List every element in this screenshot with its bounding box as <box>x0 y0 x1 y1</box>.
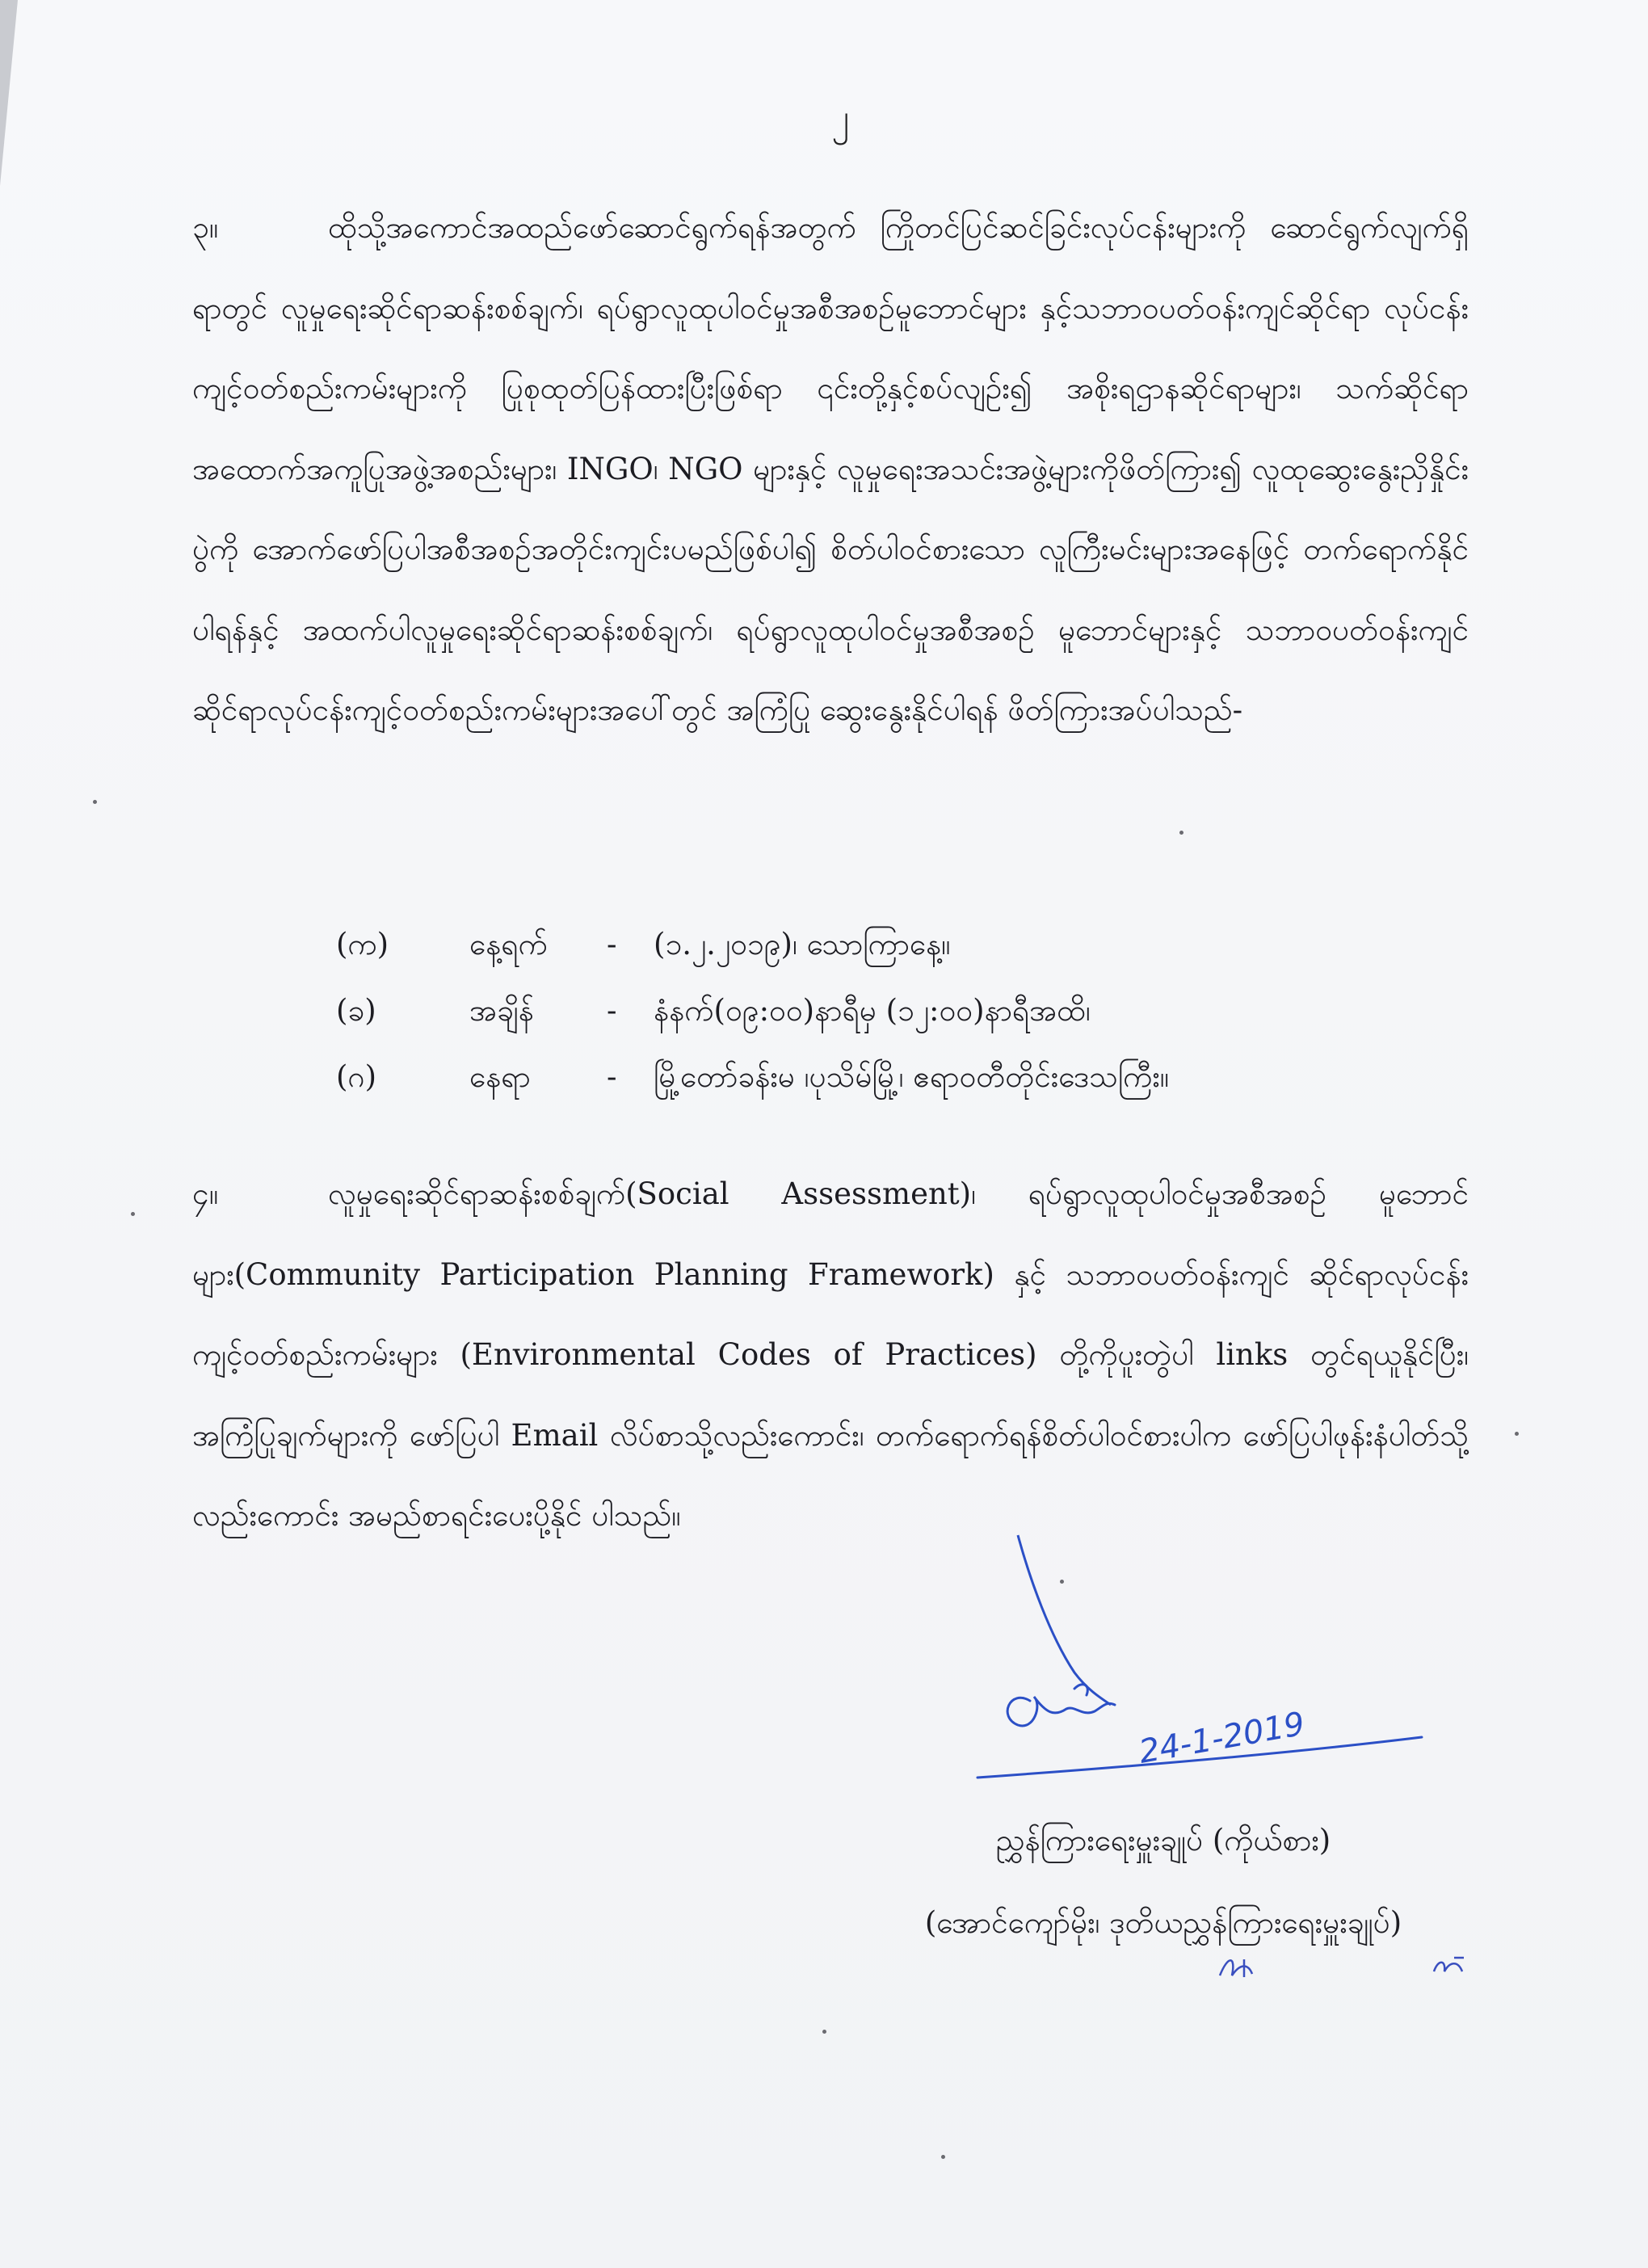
schedule-item-key: နေရာ <box>469 1059 531 1094</box>
schedule-item-dash: - <box>607 927 617 961</box>
schedule-item-date <box>336 911 1467 978</box>
handwritten-date: 24-1-2019 <box>1136 1705 1308 1771</box>
scan-speck <box>131 1212 135 1216</box>
page-number: ၂ <box>831 97 849 138</box>
folded-corner <box>0 0 18 186</box>
paragraph-4 <box>192 1154 1469 1556</box>
schedule-item-key: နေ့ရက် <box>469 927 548 961</box>
paragraph-4-text: လူမှုရေးဆိုင်ရာဆန်းစစ်ချက်(Social Assessment)၊ ရပ်ရွာလူထုပါဝင်မှုအစီအစဉ် မူဘောင်များ(Community Participation Planning Framework) နှင့် သဘာဝပတ်ဝန်းကျင် ဆိုင်ရာလုပ်ငန်းကျင့်ဝတ်စည်းကမ်းများ (Environmental Codes of Practices) တို့ကိုပူးတွဲပါ links တွင်ရယူနိုင်ပြီး၊ အကြံပြုချက်များကို ဖော်ပြပါ Email လိပ်စာသို့လည်းကောင်း၊ တက်ရောက်ရန်စိတ်ပါဝင်စားပါက ဖော်ပြပါဖုန်းနံပါတ်သို့လည်းကောင်း အမည်စာရင်းပေးပို့နိုင် ပါသည်။ <box>192 1176 1469 1533</box>
paragraph-3-text: ထိုသို့အကောင်အထည်ဖော်ဆောင်ရွက်ရန်အတွက် ကြိုတင်ပြင်ဆင်ခြင်းလုပ်ငန်းများကို ဆောင်ရွက်လျက်ရှိရာတွင် လူမှုရေးဆိုင်ရာဆန်းစစ်ချက်၊ ရပ်ရွာလူထုပါဝင်မှုအစီအစဉ်မူဘောင်များ နှင့်သဘာဝပတ်ဝန်းကျင်ဆိုင်ရာ လုပ်ငန်းကျင့်ဝတ်စည်းကမ်းများကို ပြုစုထုတ်ပြန်ထားပြီးဖြစ်ရာ ၎င်းတို့နှင့်စပ်လျဉ်း၍ အစိုးရဌာနဆိုင်ရာများ၊ သက်ဆိုင်ရာအထောက်အကူပြုအဖွဲ့အစည်းများ၊ INGO၊ NGO များနှင့် လူမှုရေးအသင်းအဖွဲ့များကိုဖိတ်ကြား၍ လူထုဆွေးနွေးညှိနှိုင်းပွဲကို အောက်ဖော်ပြပါအစီအစဉ်အတိုင်းကျင်းပမည်ဖြစ်ပါ၍ စိတ်ပါဝင်စားသော လူကြီးမင်းများအနေဖြင့် တက်ရောက်နိုင်ပါရန်နှင့် အထက်ပါလူမှုရေးဆိုင်ရာဆန်းစစ်ချက်၊ ရပ်ရွာလူထုပါဝင်မှုအစီအစဉ် မူဘောင်များနှင့် သဘာဝပတ်ဝန်းကျင်ဆိုင်ရာလုပ်ငန်းကျင့်ဝတ်စည်းကမ်းများအပေါ်တွင် အကြံပြု ဆွေးနွေးနိုင်ပါရန် ဖိတ်ကြားအပ်ပါသည်- <box>192 210 1469 727</box>
paragraph-3-number: ၃။ <box>192 210 219 245</box>
schedule-item-value: မြို့တော်ခန်းမ ၊ပုသိမ်မြို့၊ ဧရာဝတီတိုင်းဒေသကြီး။ <box>654 1059 1169 1094</box>
initial-mark <box>1430 1951 1470 1984</box>
schedule-item-value: (၁.၂.၂၀၁၉)၊ သောကြာနေ့။ <box>654 927 951 961</box>
schedule-item-label: (ခ) <box>336 993 376 1028</box>
scan-speck <box>93 800 97 804</box>
schedule-item-dash: - <box>607 1059 617 1094</box>
scan-speck <box>1515 1432 1519 1436</box>
scan-speck <box>1060 1580 1064 1584</box>
schedule-item-time <box>336 978 1467 1044</box>
schedule-list <box>336 911 1467 1110</box>
signatory-name: (အောင်ကျော်မိုး၊ ဒုတိယညွှန်ကြားရေးမှူးချုပ်) <box>924 1905 1402 1940</box>
schedule-item-label: (ဂ) <box>336 1059 377 1094</box>
initial-mark <box>1216 1951 1264 1984</box>
scan-speck <box>941 2155 945 2159</box>
paragraph-4-number: ၄။ <box>192 1176 219 1211</box>
schedule-item-key: အချိန် <box>469 993 534 1028</box>
paragraph-3 <box>192 187 1469 751</box>
scan-speck <box>1179 831 1183 835</box>
schedule-item-venue <box>336 1044 1467 1110</box>
handwritten-signature <box>953 1656 1454 1794</box>
schedule-item-dash: - <box>607 993 617 1028</box>
schedule-item-value: နံနက်(၀၉:၀၀)နာရီမှ (၁၂:၀၀)နာရီအထိ၊ <box>654 993 1091 1028</box>
scan-speck <box>822 2030 826 2034</box>
signatory-title: ညွှန်ကြားရေးမှူးချုပ် (ကိုယ်စား) <box>995 1823 1331 1858</box>
schedule-item-label: (က) <box>336 927 389 961</box>
